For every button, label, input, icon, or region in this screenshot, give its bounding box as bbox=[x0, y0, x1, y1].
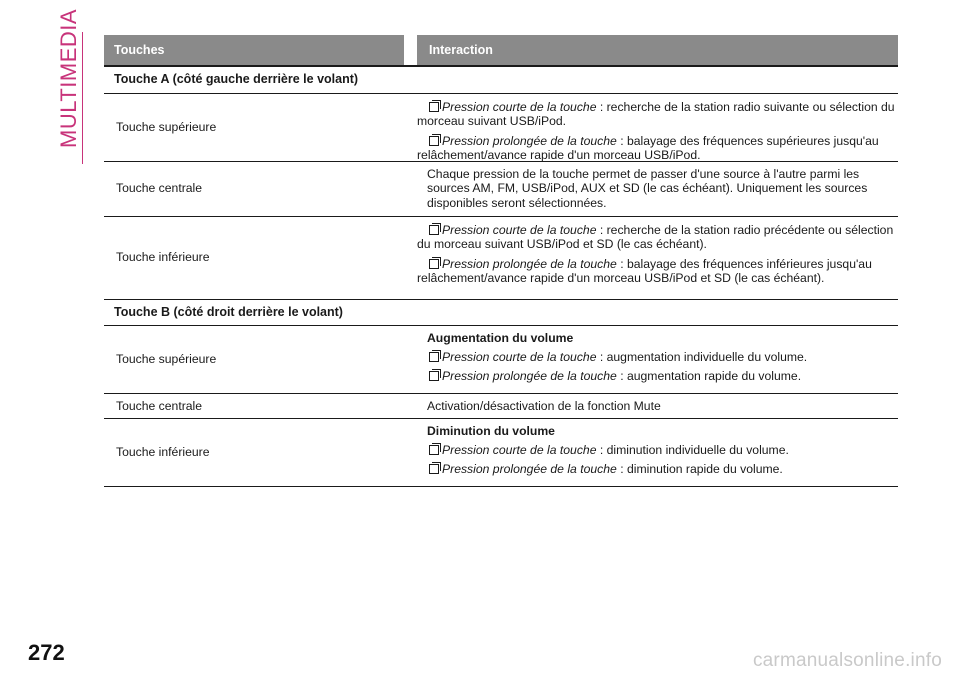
page-number: 272 bbox=[28, 640, 65, 665]
item-text: : diminution individuelle du volume. bbox=[596, 442, 789, 457]
header-gap bbox=[404, 35, 417, 67]
item-label: Pression prolongée de la touche bbox=[442, 369, 617, 383]
row-value bbox=[417, 162, 898, 216]
row-value bbox=[417, 217, 898, 299]
item-label: Pression prolongée de la touche bbox=[442, 256, 617, 271]
item-text: : recherche de la station radio précédente ou sélection du morceau suivant USB/iPod et SD (le cas échéant). bbox=[417, 222, 894, 251]
row-key: Touche supérieure bbox=[116, 119, 217, 134]
checkbox-bullet-icon bbox=[429, 445, 439, 455]
item-label: Pression courte de la touche bbox=[442, 442, 597, 457]
item-label: Pression prolongée de la touche bbox=[442, 133, 617, 148]
row-value bbox=[417, 419, 898, 486]
row-text: Chaque pression de la touche permet de passer d'une source à l'autre parmi les sources AM, FM, USB/iPod, AUX et SD (le cas échéant). Uniquement les sources disponibles seront sélectionnées. bbox=[427, 166, 868, 210]
list-item bbox=[417, 134, 898, 163]
list-item bbox=[417, 223, 898, 252]
row-key: Touche centrale bbox=[116, 398, 203, 413]
row-value bbox=[417, 394, 898, 418]
item-text: : balayage des fréquences inférieures jusqu'au relâchement/avance rapide d'un morceau USB/iPod et SD (le cas échéant). bbox=[417, 256, 872, 285]
checkbox-bullet-icon bbox=[429, 225, 439, 235]
item-label: Pression prolongée de la touche bbox=[442, 462, 617, 476]
row-heading: Diminution du volume bbox=[427, 424, 555, 438]
item-text: : recherche de la station radio suivante ou sélection du morceau suivant USB/iPod. bbox=[417, 99, 895, 128]
item-text: : augmentation individuelle du volume. bbox=[596, 349, 808, 364]
table-row bbox=[104, 419, 898, 487]
row-text: Activation/désactivation de la fonction Mute bbox=[427, 399, 661, 413]
row-key: Touche supérieure bbox=[116, 352, 217, 367]
row-value bbox=[417, 94, 898, 161]
list-item bbox=[417, 462, 898, 477]
row-key: Touche inférieure bbox=[116, 445, 210, 460]
list-item bbox=[417, 100, 898, 129]
row-key: Touche centrale bbox=[116, 181, 203, 196]
item-label: Pression courte de la touche bbox=[442, 99, 597, 114]
checkbox-bullet-icon bbox=[429, 352, 439, 362]
table-row bbox=[104, 162, 898, 217]
table-row bbox=[104, 217, 898, 300]
table-row bbox=[104, 394, 898, 419]
row-value bbox=[417, 326, 898, 393]
watermark-text: carmanualsonline.info bbox=[752, 650, 942, 671]
chapter-title-text: MULTIMEDIA bbox=[56, 8, 81, 148]
checkbox-bullet-icon bbox=[429, 464, 439, 474]
section-touche-b: Touche B (côté droit derrière le volant) bbox=[104, 300, 898, 327]
table-row bbox=[104, 94, 898, 162]
item-text: : augmentation rapide du volume. bbox=[616, 369, 802, 383]
chapter-rule bbox=[82, 32, 83, 164]
item-text: : balayage des fréquences supérieures jusqu'au relâchement/avance rapide d'un morceau USB/iPod. bbox=[417, 133, 879, 162]
list-item bbox=[417, 257, 898, 286]
item-text: : diminution rapide du volume. bbox=[616, 462, 783, 476]
checkbox-bullet-icon bbox=[429, 371, 439, 381]
table-header bbox=[104, 35, 898, 67]
row-key: Touche inférieure bbox=[116, 250, 210, 265]
list-item bbox=[417, 369, 898, 384]
item-label: Pression courte de la touche bbox=[442, 349, 597, 364]
list-item bbox=[417, 350, 898, 365]
item-label: Pression courte de la touche bbox=[442, 222, 597, 237]
section-touche-a: Touche A (côté gauche derrière le volant) bbox=[104, 67, 898, 94]
checkbox-bullet-icon bbox=[429, 259, 439, 269]
controls-table bbox=[104, 35, 898, 487]
header-touches: Touches bbox=[104, 35, 404, 67]
list-item bbox=[417, 443, 898, 458]
checkbox-bullet-icon bbox=[429, 136, 439, 146]
table-row bbox=[104, 326, 898, 394]
checkbox-bullet-icon bbox=[429, 102, 439, 112]
header-interaction: Interaction bbox=[417, 35, 898, 67]
chapter-title bbox=[54, 8, 84, 165]
row-heading: Augmentation du volume bbox=[427, 331, 574, 345]
